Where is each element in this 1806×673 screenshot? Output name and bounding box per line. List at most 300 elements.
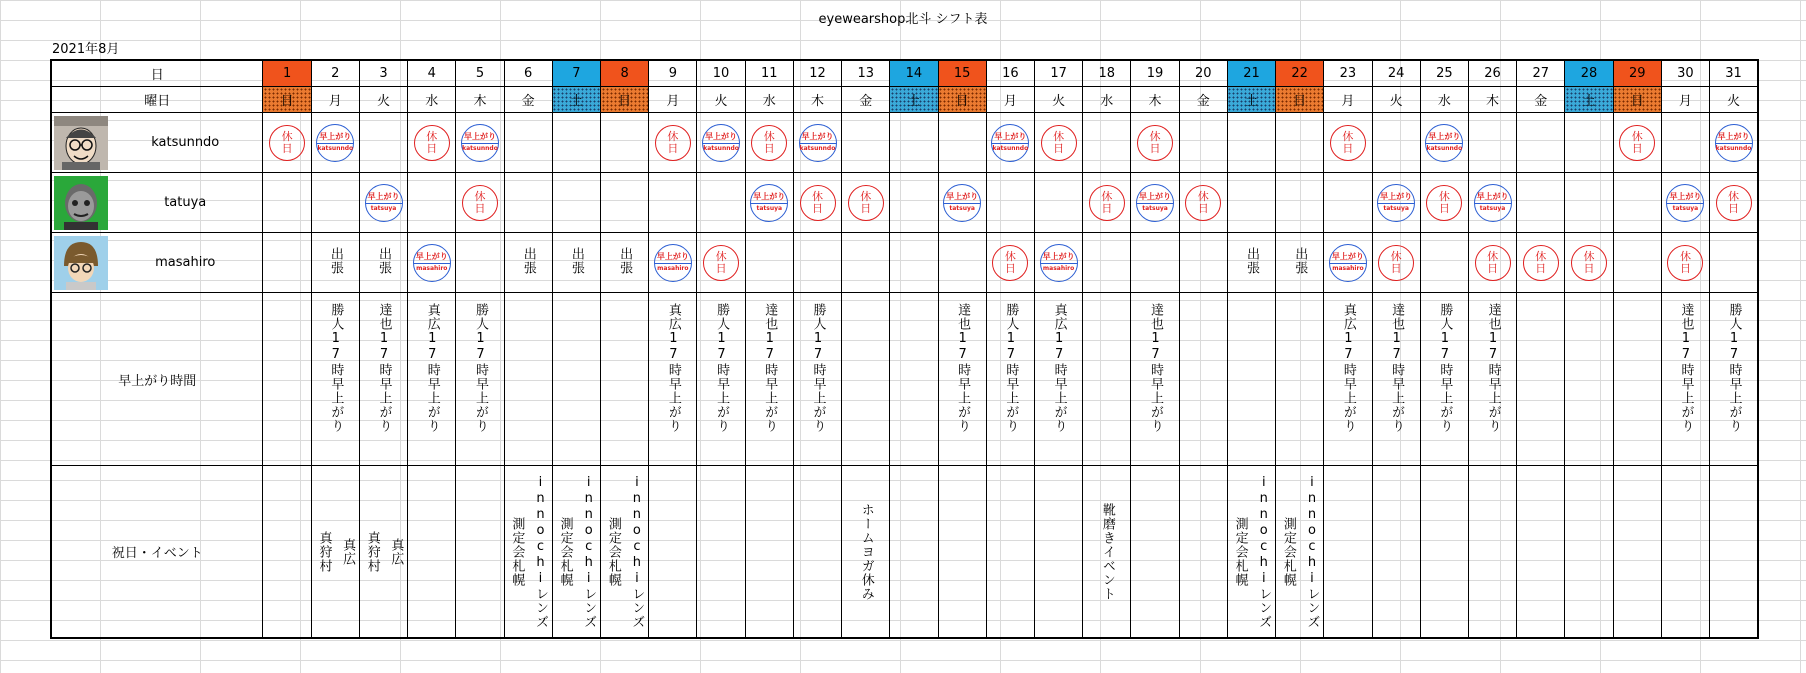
weekday-cell: 月 xyxy=(1661,87,1709,113)
stamp-divider xyxy=(1041,263,1077,264)
shift-cell xyxy=(552,233,600,293)
early-time-wrap xyxy=(1131,293,1178,437)
early-time-wrap xyxy=(1469,293,1516,437)
day-off-stamp-top: 休 xyxy=(1728,189,1740,203)
shift-cell xyxy=(1324,173,1372,233)
early-time-text: 真広17時早上がり xyxy=(1340,303,1356,433)
shift-cell xyxy=(504,173,552,233)
day-cell: 5 xyxy=(456,60,504,87)
early-time-wrap xyxy=(746,293,793,437)
stamp-divider xyxy=(655,263,691,264)
early-leave-stamp-label: 早上がり xyxy=(1139,192,1172,201)
stamp-divider xyxy=(1475,203,1511,204)
day-off-stamp xyxy=(1475,245,1511,281)
early-leave-stamp xyxy=(991,124,1029,162)
shift-cell xyxy=(1324,233,1372,293)
early-leave-stamp-name: tatsuya xyxy=(1383,205,1409,212)
shift-cell xyxy=(1613,113,1661,173)
event-cell xyxy=(1420,466,1468,639)
event-text-columns xyxy=(553,475,600,629)
shift-cell xyxy=(1276,173,1324,233)
day-off-stamp xyxy=(1426,185,1462,221)
shift-cell xyxy=(359,173,407,233)
early-time-cell xyxy=(1276,293,1324,466)
day-row-label: 日 xyxy=(51,60,263,87)
early-time-wrap xyxy=(697,293,744,437)
shift-cell xyxy=(1131,113,1179,173)
event-cell xyxy=(1276,466,1324,639)
weekday-cell: 金 xyxy=(1179,87,1227,113)
day-cell: 29 xyxy=(1613,60,1661,87)
day-off-stamp xyxy=(703,245,739,281)
staff-row-katsunndo xyxy=(51,113,1758,173)
avatar-masahiro xyxy=(54,236,108,290)
staff-row-masahiro xyxy=(51,233,1758,293)
day-off-stamp-bottom: 日 xyxy=(1679,261,1691,275)
event-text: 測定会札幌 xyxy=(509,516,525,587)
shift-cell xyxy=(1276,113,1324,173)
staff-cell xyxy=(51,113,263,173)
early-time-cell xyxy=(263,293,311,466)
staff-row-tatuya xyxy=(51,173,1758,233)
early-time-wrap xyxy=(360,293,407,437)
staff-cell xyxy=(51,173,263,233)
shift-cell xyxy=(601,173,649,233)
early-time-text: 勝人17時早上がり xyxy=(1003,303,1019,433)
early-leave-stamp xyxy=(1040,244,1078,282)
avatar-tatuya xyxy=(54,176,108,230)
early-time-cell xyxy=(1468,293,1516,466)
early-time-wrap xyxy=(1662,293,1709,437)
shift-cell xyxy=(456,233,504,293)
shift-cell xyxy=(1131,173,1179,233)
weekday-cell: 月 xyxy=(649,87,697,113)
shift-cell xyxy=(1710,173,1758,233)
shift-cell xyxy=(1613,173,1661,233)
shift-cell xyxy=(842,113,890,173)
early-time-cell xyxy=(1324,293,1372,466)
shift-cell xyxy=(986,113,1034,173)
early-leave-stamp xyxy=(413,244,451,282)
day-off-stamp-bottom: 日 xyxy=(763,141,775,155)
shift-cell xyxy=(1468,173,1516,233)
day-cell: 11 xyxy=(745,60,793,87)
day-cell: 23 xyxy=(1324,60,1372,87)
day-off-stamp-top: 休 xyxy=(1583,249,1595,263)
early-time-text: 達也17時早上がり xyxy=(955,303,971,433)
weekday-cell: 木 xyxy=(793,87,841,113)
stamp-divider xyxy=(366,203,402,204)
early-leave-stamp xyxy=(1377,184,1415,222)
shift-cell xyxy=(408,113,456,173)
shift-cell xyxy=(649,173,697,233)
day-cell: 24 xyxy=(1372,60,1420,87)
day-off-stamp xyxy=(848,185,884,221)
day-cell: 1 xyxy=(263,60,311,87)
early-leave-stamp-name: katsunndo xyxy=(992,145,1029,152)
weekday-cell: 月 xyxy=(311,87,359,113)
early-time-text: 勝人17時早上がり xyxy=(328,303,344,433)
weekday-cell: 月 xyxy=(986,87,1034,113)
early-time-wrap xyxy=(939,293,986,437)
day-off-stamp-top: 休 xyxy=(281,129,293,143)
early-time-cell xyxy=(1179,293,1227,466)
early-leave-stamp-label: 早上がり xyxy=(1042,252,1075,261)
event-cell xyxy=(1613,466,1661,639)
event-row xyxy=(51,466,1758,639)
early-leave-stamp-name: tatsuya xyxy=(1479,205,1506,212)
event-cell xyxy=(311,466,359,639)
early-leave-stamp-label: 早上がり xyxy=(946,192,979,201)
early-leave-stamp-name: tatsuya xyxy=(949,205,975,212)
business-trip-label: 出張 xyxy=(327,246,343,275)
event-cell xyxy=(697,466,745,639)
weekday-cell: 火 xyxy=(1034,87,1082,113)
early-leave-stamp xyxy=(461,124,499,162)
stamp-divider xyxy=(414,263,450,264)
business-trip-label: 出張 xyxy=(520,246,536,275)
shift-cell xyxy=(1179,113,1227,173)
stamp-divider xyxy=(751,203,787,204)
shift-cell xyxy=(986,233,1034,293)
shift-cell xyxy=(1083,113,1131,173)
day-off-stamp-bottom: 日 xyxy=(1728,201,1740,215)
shift-cell xyxy=(359,113,407,173)
day-cell: 9 xyxy=(649,60,697,87)
early-time-wrap xyxy=(456,293,503,437)
early-leave-stamp-name: katsunndo xyxy=(462,145,498,152)
early-time-cell xyxy=(504,293,552,466)
early-leave-stamp-name: masahiro xyxy=(416,265,448,272)
day-cell: 15 xyxy=(938,60,986,87)
day-off-stamp-top: 休 xyxy=(1438,189,1450,203)
early-time-cell xyxy=(311,293,359,466)
early-time-wrap xyxy=(408,293,455,437)
event-text-columns xyxy=(312,531,359,573)
shift-cell xyxy=(1227,113,1275,173)
early-leave-stamp-name: tatsuya xyxy=(1672,205,1699,212)
early-time-cell xyxy=(359,293,407,466)
early-leave-stamp xyxy=(943,184,981,222)
early-leave-stamp-label: 早上がり xyxy=(753,192,786,201)
staff-cell xyxy=(51,233,263,293)
stamp-divider xyxy=(800,143,836,144)
early-leave-stamp-name: masahiro xyxy=(657,265,689,272)
shift-cell xyxy=(1131,233,1179,293)
shift-cell xyxy=(938,173,986,233)
early-time-text: 達也17時早上がり xyxy=(762,303,778,433)
event-text: 測定会札幌 xyxy=(605,516,621,587)
weekday-cell: 土 xyxy=(1565,87,1613,113)
early-leave-stamp xyxy=(702,124,740,162)
stamp-divider xyxy=(944,203,980,204)
early-time-wrap xyxy=(1035,293,1082,437)
event-text: 測定会札幌 xyxy=(557,516,573,587)
early-time-cell xyxy=(1517,293,1565,466)
shift-cell xyxy=(1034,233,1082,293)
weekday-cell: 火 xyxy=(697,87,745,113)
early-time-wrap xyxy=(1421,293,1468,437)
sheet-title: eyewearshop北斗 シフト表 xyxy=(818,12,988,27)
day-off-stamp-top: 休 xyxy=(426,129,438,143)
day-off-stamp-top: 休 xyxy=(474,189,486,203)
early-leave-stamp xyxy=(1666,184,1704,222)
shift-cell xyxy=(986,173,1034,233)
weekday-cell: 金 xyxy=(504,87,552,113)
event-text: 真広 xyxy=(388,537,404,566)
early-leave-stamp-label: 早上がり xyxy=(1717,132,1750,141)
day-cell: 26 xyxy=(1468,60,1516,87)
shift-cell xyxy=(1517,233,1565,293)
day-cell: 12 xyxy=(793,60,841,87)
day-off-stamp-bottom: 日 xyxy=(667,141,679,155)
early-time-text: 達也17時早上がり xyxy=(1678,303,1694,433)
shift-cell xyxy=(1565,113,1613,173)
weekday-cell: 土 xyxy=(890,87,938,113)
stamp-divider xyxy=(1137,203,1173,204)
shift-cell xyxy=(890,173,938,233)
event-cell xyxy=(842,466,890,639)
shift-cell xyxy=(552,173,600,233)
business-trip-label: 出張 xyxy=(617,246,633,275)
early-time-cell xyxy=(1565,293,1613,466)
business-trip-label: 出張 xyxy=(376,246,392,275)
early-leave-stamp-label: 早上がり xyxy=(1669,192,1702,201)
event-text: innochiレンズ xyxy=(581,474,597,629)
early-leave-stamp-name: tatsuya xyxy=(370,205,397,212)
day-off-stamp-top: 休 xyxy=(860,189,872,203)
staff-name: katsunndo xyxy=(151,135,220,150)
shift-cell xyxy=(601,113,649,173)
day-off-stamp-bottom: 日 xyxy=(812,201,823,215)
day-off-stamp-top: 休 xyxy=(812,189,823,203)
day-off-stamp-top: 休 xyxy=(1679,249,1691,263)
event-cell xyxy=(890,466,938,639)
shift-cell xyxy=(745,233,793,293)
early-time-cell xyxy=(456,293,504,466)
weekday-cell: 日 xyxy=(938,87,986,113)
shift-cell xyxy=(890,233,938,293)
shift-cell xyxy=(1565,173,1613,233)
shift-cell xyxy=(938,113,986,173)
early-leave-stamp xyxy=(1715,124,1753,162)
weekday-row xyxy=(51,87,1758,113)
early-time-text: 達也17時早上がり xyxy=(1389,303,1405,433)
day-off-stamp-top: 休 xyxy=(1149,129,1161,143)
shift-table xyxy=(50,59,1759,639)
shift-cell xyxy=(890,113,938,173)
day-off-stamp-bottom: 日 xyxy=(1487,261,1499,275)
day-off-stamp-top: 休 xyxy=(1390,249,1402,263)
early-time-cell xyxy=(1710,293,1758,466)
early-leave-stamp-name: katsunndo xyxy=(703,145,739,152)
early-leave-stamp-name: katsunndo xyxy=(1715,145,1752,152)
day-row xyxy=(51,60,1758,87)
shift-cell xyxy=(1276,233,1324,293)
early-time-text: 真広17時早上がり xyxy=(1051,303,1067,433)
event-text: ホームヨガ休み xyxy=(858,502,874,601)
shift-cell xyxy=(504,233,552,293)
shift-cell xyxy=(745,113,793,173)
early-leave-stamp-name: katsunndo xyxy=(317,145,354,152)
day-cell: 27 xyxy=(1517,60,1565,87)
shift-cell xyxy=(1324,113,1372,173)
early-time-cell xyxy=(1372,293,1420,466)
early-leave-stamp xyxy=(750,184,788,222)
early-leave-stamp-label: 早上がり xyxy=(801,132,834,141)
business-trip-label: 出張 xyxy=(1243,246,1259,275)
shift-cell xyxy=(456,173,504,233)
early-time-cell xyxy=(601,293,649,466)
event-text-columns xyxy=(601,475,648,629)
day-off-stamp xyxy=(1185,185,1221,221)
early-time-cell xyxy=(938,293,986,466)
weekday-cell: 木 xyxy=(456,87,504,113)
early-leave-stamp xyxy=(654,244,692,282)
early-leave-stamp-label: 早上がり xyxy=(1380,192,1413,201)
event-cell xyxy=(1372,466,1420,639)
early-leave-stamp xyxy=(365,184,403,222)
early-time-cell xyxy=(1420,293,1468,466)
day-cell: 17 xyxy=(1034,60,1082,87)
day-off-stamp-top: 休 xyxy=(763,129,775,143)
early-time-text: 真広17時早上がり xyxy=(665,303,681,433)
shift-cell xyxy=(793,173,841,233)
day-off-stamp xyxy=(655,125,691,161)
day-off-stamp-bottom: 日 xyxy=(1535,261,1547,275)
day-cell: 30 xyxy=(1661,60,1709,87)
event-cell xyxy=(552,466,600,639)
day-off-stamp-top: 休 xyxy=(1631,129,1643,143)
day-off-stamp-bottom: 日 xyxy=(281,141,293,155)
early-leave-stamp-name: tatsuya xyxy=(1142,205,1168,212)
shift-cell xyxy=(1034,113,1082,173)
shift-cell xyxy=(504,113,552,173)
event-cell xyxy=(504,466,552,639)
event-text-columns xyxy=(505,475,552,629)
event-text: innochiレンズ xyxy=(1256,474,1272,629)
shift-cell xyxy=(408,233,456,293)
day-cell: 4 xyxy=(408,60,456,87)
early-leave-stamp xyxy=(1425,124,1463,162)
weekday-cell: 火 xyxy=(1710,87,1758,113)
day-off-stamp-bottom: 日 xyxy=(1438,201,1450,215)
shift-cell xyxy=(1420,113,1468,173)
event-cell xyxy=(986,466,1034,639)
shift-cell xyxy=(1517,113,1565,173)
early-time-text: 達也17時早上がり xyxy=(1485,303,1501,433)
early-time-cell xyxy=(1083,293,1131,466)
day-off-stamp xyxy=(800,185,836,221)
event-text: innochiレンズ xyxy=(532,474,548,629)
day-cell: 2 xyxy=(311,60,359,87)
shift-cell xyxy=(842,173,890,233)
stamp-divider xyxy=(1716,143,1752,144)
early-time-cell xyxy=(649,293,697,466)
event-cell xyxy=(793,466,841,639)
event-text: 靴磨きイベント xyxy=(1099,502,1115,601)
event-text: innochiレンズ xyxy=(629,474,645,629)
stamp-divider xyxy=(992,143,1028,144)
day-off-stamp xyxy=(1523,245,1559,281)
business-trip-label: 出張 xyxy=(1292,246,1308,275)
shift-cell xyxy=(1034,173,1082,233)
weekday-cell: 土 xyxy=(552,87,600,113)
stamp-divider xyxy=(317,143,353,144)
event-cell xyxy=(601,466,649,639)
day-off-stamp-bottom: 日 xyxy=(1390,261,1402,275)
shift-cell xyxy=(311,173,359,233)
day-off-stamp-bottom: 日 xyxy=(860,201,872,215)
weekday-row-label: 曜日 xyxy=(51,87,263,113)
weekday-cell: 日 xyxy=(601,87,649,113)
early-leave-stamp xyxy=(1136,184,1174,222)
early-time-wrap xyxy=(1324,293,1371,437)
weekday-cell: 水 xyxy=(1420,87,1468,113)
early-time-cell xyxy=(793,293,841,466)
day-off-stamp-top: 休 xyxy=(1101,189,1113,203)
weekday-cell: 月 xyxy=(1324,87,1372,113)
stamp-divider xyxy=(1378,203,1414,204)
day-cell: 13 xyxy=(842,60,890,87)
shift-cell xyxy=(408,173,456,233)
month-label: 2021年8月 xyxy=(52,42,120,57)
day-off-stamp xyxy=(751,125,787,161)
shift-cell xyxy=(1179,173,1227,233)
event-cell xyxy=(649,466,697,639)
day-cell: 28 xyxy=(1565,60,1613,87)
early-leave-stamp-label: 早上がり xyxy=(656,252,689,261)
weekday-cell: 日 xyxy=(1613,87,1661,113)
early-time-text: 勝人17時早上がり xyxy=(472,303,488,433)
early-time-cell xyxy=(1131,293,1179,466)
event-cell xyxy=(263,466,311,639)
day-off-stamp-top: 休 xyxy=(715,249,727,263)
early-time-cell xyxy=(697,293,745,466)
shift-cell xyxy=(1468,113,1516,173)
stamp-divider xyxy=(1667,203,1703,204)
day-cell: 25 xyxy=(1420,60,1468,87)
early-time-cell xyxy=(1034,293,1082,466)
day-off-stamp-bottom: 日 xyxy=(1053,141,1065,155)
shift-cell xyxy=(1565,233,1613,293)
shift-cell xyxy=(1613,233,1661,293)
day-off-stamp-bottom: 日 xyxy=(1004,261,1016,275)
early-leave-stamp-label: 早上がり xyxy=(1428,132,1461,141)
shift-cell xyxy=(649,233,697,293)
business-trip-label: 出張 xyxy=(568,246,584,275)
event-cell xyxy=(745,466,793,639)
early-time-wrap xyxy=(649,293,696,437)
day-off-stamp xyxy=(1716,185,1752,221)
event-text: 測定会札幌 xyxy=(1232,516,1248,587)
staff-name: tatuya xyxy=(164,195,207,210)
early-leave-stamp xyxy=(1329,244,1367,282)
event-cell xyxy=(1517,466,1565,639)
event-cell xyxy=(1083,466,1131,639)
shift-cell xyxy=(649,113,697,173)
event-cell xyxy=(1710,466,1758,639)
event-text: 測定会札幌 xyxy=(1280,516,1296,587)
shift-cell xyxy=(456,113,504,173)
day-off-stamp-bottom: 日 xyxy=(715,261,727,275)
early-time-text: 達也17時早上がり xyxy=(376,303,392,433)
early-time-text: 勝人17時早上がり xyxy=(714,303,730,433)
day-off-stamp-bottom: 日 xyxy=(474,201,486,215)
shift-cell xyxy=(1661,113,1709,173)
shift-cell xyxy=(1227,173,1275,233)
weekday-cell: 木 xyxy=(1131,87,1179,113)
